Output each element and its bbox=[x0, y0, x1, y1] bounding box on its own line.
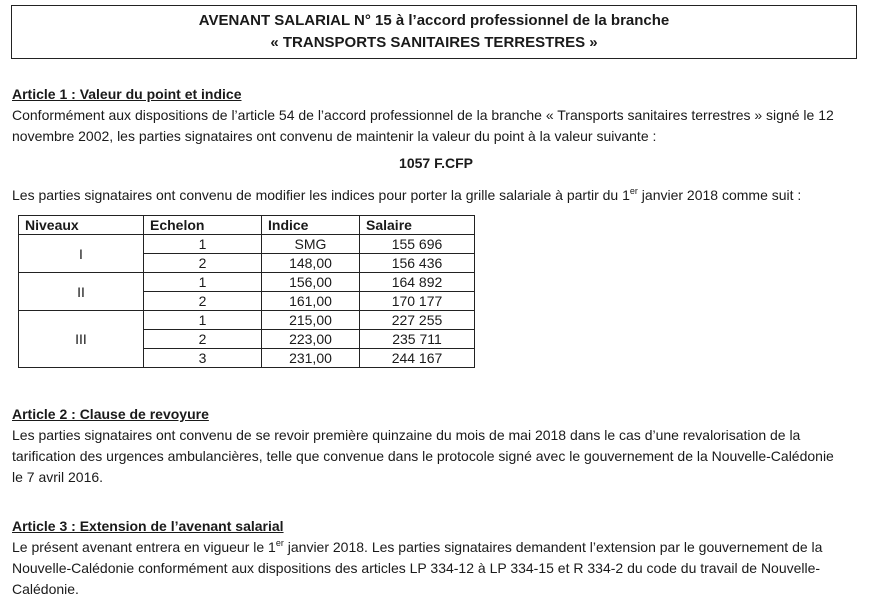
salaire-cell: 227 255 bbox=[360, 311, 475, 330]
article2-heading: Article 2 : Clause de revoyure bbox=[12, 406, 209, 422]
table-header-row bbox=[19, 216, 475, 235]
header-echelon: Echelon bbox=[144, 216, 262, 235]
article1-text-line-3 bbox=[12, 187, 801, 203]
echelon-cell: 2 bbox=[144, 292, 262, 311]
indice-cell: 215,00 bbox=[262, 311, 360, 330]
table-row bbox=[19, 311, 475, 330]
article1-text-line-1: Conformément aux dispositions de l’article 54 de l’accord professionnel de la branche « Transports sanitaires terrestres » signé le 12 bbox=[12, 107, 834, 123]
niveau-cell: II bbox=[19, 273, 144, 311]
indice-cell: SMG bbox=[262, 235, 360, 254]
article2-text-line-1: Les parties signataires ont convenu de se revoir première quinzaine du mois de mai 2018 dans le cas d’une revalorisation de la bbox=[12, 427, 801, 443]
article2-text-line-2: tarification des urgences ambulancières, telle que convenue dans le protocole signé avec le gouvernement de la Nouvelle-Calédonie bbox=[12, 448, 834, 464]
salaire-cell: 235 711 bbox=[360, 330, 475, 349]
article1-text-line-3-start: Les parties signataires ont convenu de modifier les indices pour porter la grille salariale à partir du 1 bbox=[12, 187, 630, 203]
indice-cell: 148,00 bbox=[262, 254, 360, 273]
echelon-cell: 1 bbox=[144, 273, 262, 292]
header-indice: Indice bbox=[262, 216, 360, 235]
article3-text-line-1 bbox=[12, 539, 822, 555]
salaire-cell: 244 167 bbox=[360, 349, 475, 368]
indice-cell: 161,00 bbox=[262, 292, 360, 311]
article3-heading: Article 3 : Extension de l’avenant salarial bbox=[12, 518, 284, 534]
article1-text-line-2: novembre 2002, les parties signataires ont convenu de maintenir la valeur du point à la valeur suivante : bbox=[12, 128, 657, 144]
article3-text-line-1-end: janvier 2018. Les parties signataires demandent l’extension par le gouvernement de la bbox=[283, 539, 823, 555]
indice-cell: 231,00 bbox=[262, 349, 360, 368]
echelon-cell: 1 bbox=[144, 235, 262, 254]
echelon-cell: 3 bbox=[144, 349, 262, 368]
niveau-cell: III bbox=[19, 311, 144, 368]
salaire-cell: 164 892 bbox=[360, 273, 475, 292]
echelon-cell: 1 bbox=[144, 311, 262, 330]
indice-cell: 156,00 bbox=[262, 273, 360, 292]
article1-text-line-3-end: janvier 2018 comme suit : bbox=[637, 187, 802, 203]
table-row bbox=[19, 273, 475, 292]
table-row bbox=[19, 235, 475, 254]
title-box bbox=[11, 5, 857, 59]
article3-text-line-3: Calédonie. bbox=[12, 581, 79, 597]
salaire-cell: 170 177 bbox=[360, 292, 475, 311]
article3-text-line-2: Nouvelle-Calédonie conformément aux dispositions des articles LP 334-12 à LP 334-15 et R 334-2 du code du travail de Nouvelle- bbox=[12, 560, 821, 576]
point-value: 1057 F.CFP bbox=[399, 155, 473, 171]
salaire-cell: 155 696 bbox=[360, 235, 475, 254]
article1-heading: Article 1 : Valeur du point et indice bbox=[12, 86, 242, 102]
article3-text-line-1-start: Le présent avenant entrera en vigueur le 1 bbox=[12, 539, 276, 555]
salary-grid-table bbox=[18, 215, 475, 368]
echelon-cell: 2 bbox=[144, 254, 262, 273]
header-niveaux: Niveaux bbox=[19, 216, 144, 235]
title-line-2: « TRANSPORTS SANITAIRES TERRESTRES » bbox=[270, 34, 598, 51]
salaire-cell: 156 436 bbox=[360, 254, 475, 273]
article2-text-line-3: le 7 avril 2016. bbox=[12, 469, 104, 485]
title-line-1: AVENANT SALARIAL N° 15 à l’accord professionnel de la branche bbox=[198, 12, 670, 29]
echelon-cell: 2 bbox=[144, 330, 262, 349]
header-salaire: Salaire bbox=[360, 216, 475, 235]
ordinal-suffix: er bbox=[629, 186, 638, 196]
ordinal-suffix: er bbox=[275, 538, 284, 548]
indice-cell: 223,00 bbox=[262, 330, 360, 349]
niveau-cell: I bbox=[19, 235, 144, 273]
